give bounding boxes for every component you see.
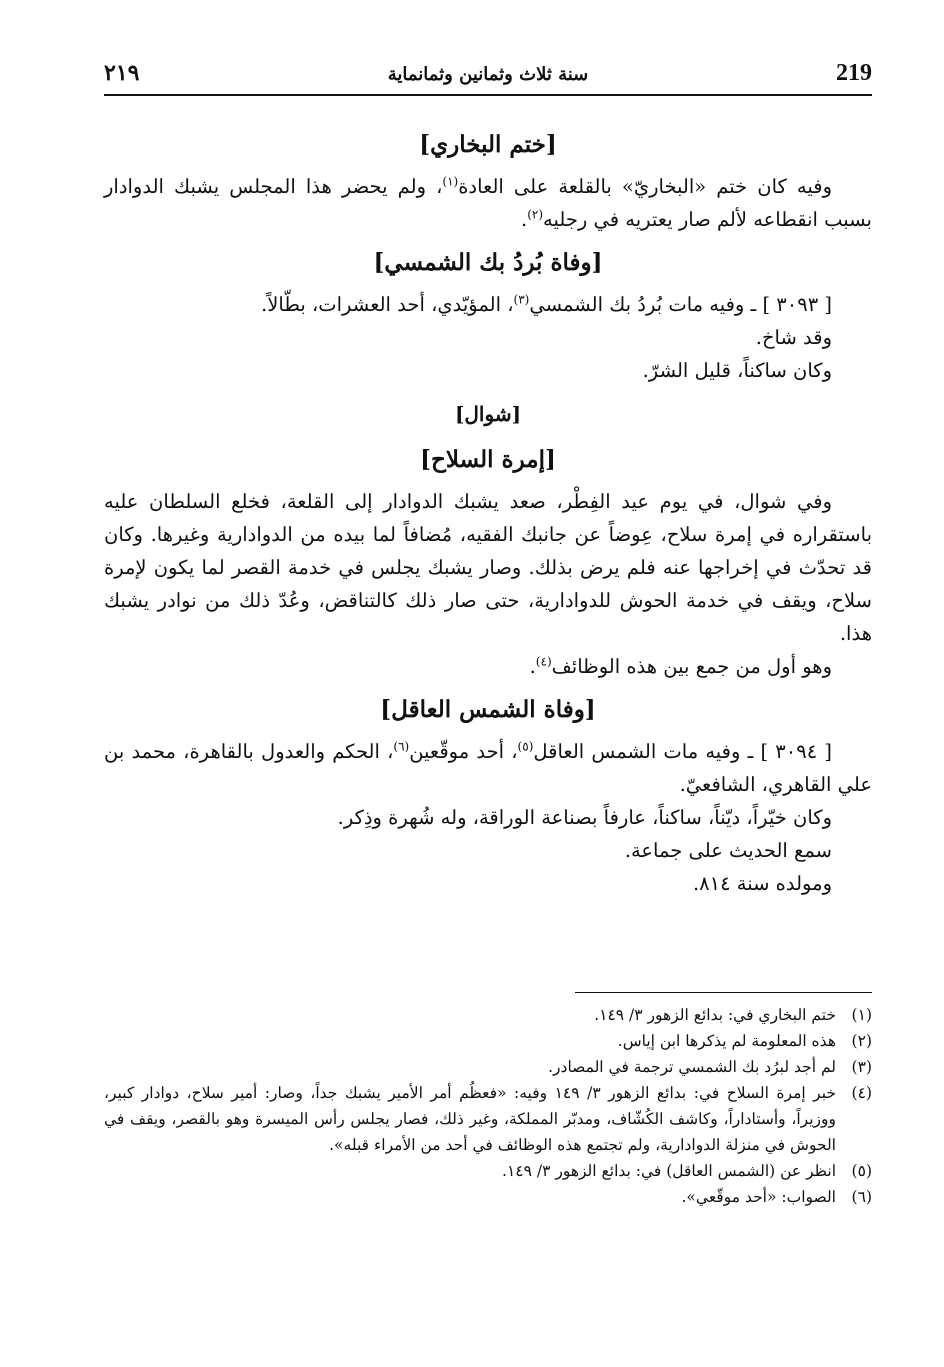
footnote-ref[interactable]: (٢)	[527, 207, 544, 222]
footnote-text: هذه المعلومة لم يذكرها ابن إياس.	[617, 1032, 836, 1050]
footnote-3	[104, 1054, 872, 1080]
entry-3094	[104, 735, 872, 801]
footnote-number: (٤)	[851, 1084, 872, 1102]
footnote-text: ختم البخاري في: بدائع الزهور ٣/ ١٤٩.	[594, 1006, 836, 1024]
page-number-latin: 219	[836, 60, 872, 86]
footnote-4	[104, 1080, 872, 1158]
footnotes	[104, 1002, 872, 1210]
section-heading-burdbak: [وفاة بُردُ بك الشمسي]	[373, 249, 603, 276]
footnote-ref[interactable]: (٣)	[513, 292, 530, 307]
text-span: وهو أول من جمع بين هذه الوظائف	[551, 655, 832, 678]
text-span: ، أحد موقّعين	[409, 740, 518, 763]
footnote-ref[interactable]: (٤)	[535, 654, 552, 669]
text-span: وفيه كان ختم «البخاريّ» بالقلعة على العادة	[458, 175, 832, 198]
text-span: ، المؤيّدي، أحد العشرات، بطّالاً.	[261, 293, 514, 316]
footnote-ref[interactable]: (٦)	[393, 739, 410, 754]
section-heading-bukhari: [ختم البخاري]	[419, 131, 557, 158]
footnote-ref[interactable]: (١)	[442, 174, 459, 189]
entry-3093-line2: وقد شاخ.	[755, 326, 832, 349]
entry-3094-line3: سمع الحديث على جماعة.	[624, 839, 832, 862]
section-heading-silah: [إمرة السلاح]	[420, 446, 556, 473]
text-span: [ ٣٠٩٤ ] ـ وفيه مات الشمس العاقل	[533, 740, 832, 763]
entry-3094-line4: ومولده سنة ٨١٤.	[692, 872, 832, 895]
month-heading-shawwal: [شوال]	[454, 402, 522, 426]
text-span: .	[529, 655, 536, 678]
text-span: ، ولم يحضر هذا المجلس يشبك الدوادار بسبب انقطاعه لألم صار يعتريه في رجليه	[104, 175, 872, 231]
footnote-divider	[575, 992, 872, 993]
footnote-number: (٦)	[851, 1188, 872, 1206]
footnote-text: خبر إمرة السلاح في: بدائع الزهور ٣/ ١٤٩ وفيه: «فعظُم أمر الأمير يشبك جداً، وصار: أمير سلاح، دوادار كبير، ووزيراً، وأستاداراً، وكاشف الكُشّاف، ومدبّر المملكة، وغير ذلك، فصار يجلس رأس الميسرة وهو بالقصر، ويقف في الحوش في منزلة الدوادارية، ولم تجتمع هذه الوظائف في أحد من الأمراء قبله».	[104, 1084, 836, 1154]
running-title: سنة ثلاث وثمانين وثمانماية	[387, 64, 589, 85]
page-number-arabic: ٢١٩	[104, 60, 140, 86]
footnote-ref[interactable]: (٥)	[517, 739, 534, 754]
footnote-number: (٥)	[851, 1162, 872, 1180]
entry-3093-line3: وكان ساكناً، قليل الشرّ.	[642, 359, 832, 382]
footnote-6	[104, 1184, 872, 1210]
paragraph-silah: وفي شوال، في يوم عيد الفِطْر، صعد يشبك الدوادار إلى القلعة، فخلع السلطان عليه باستقراره في إمرة سلاح، عِوضاً عن جانبك الفقيه، مُضافاً لما بيده من الدوادارية وغيرها. وكان قد تحدّث في إخراجها عنه فلم يرض بذلك. وصار يشبك يجلس في خدمة القصر لما يكون لإمرة سلاح، ويقف في خدمة الحوش للدوادارية، حتى صار ذلك كالتناقض، وعُدّ ذلك من نوادر يشبك هذا.	[104, 490, 872, 645]
footnote-number: (١)	[851, 1006, 872, 1024]
text-span: ، الحكم والعدول بالقاهرة، محمد بن علي القاهري، الشافعيّ.	[104, 740, 872, 796]
page-header	[104, 58, 872, 96]
footnote-1	[104, 1002, 872, 1028]
section-heading-shams: [وفاة الشمس العاقل]	[380, 696, 596, 723]
footnote-text: لم أجد لبرُد بك الشمسي ترجمة في المصادر.	[548, 1058, 836, 1076]
footnote-text: الصواب: «أحد موقّعي».	[681, 1188, 836, 1206]
footnote-number: (٣)	[851, 1058, 872, 1076]
entry-3094-line2: وكان خيّراً، ديّناً، ساكناً، عارفاً بصناعة الوراقة، وله شُهرة وذِكر.	[337, 806, 832, 829]
main-text	[104, 118, 872, 900]
footnote-text: انظر عن (الشمس العاقل) في: بدائع الزهور ٣/ ١٤٩.	[502, 1162, 836, 1180]
paragraph-bukhari	[104, 170, 872, 236]
footnote-5	[104, 1158, 872, 1184]
paragraph-silah-last	[104, 650, 872, 683]
footnote-number: (٢)	[851, 1032, 872, 1050]
text-span: [ ٣٠٩٣ ] ـ وفيه مات بُردُ بك الشمسي	[529, 293, 832, 316]
footnote-2	[104, 1028, 872, 1054]
entry-3093	[104, 288, 872, 321]
text-span: .	[521, 208, 528, 231]
